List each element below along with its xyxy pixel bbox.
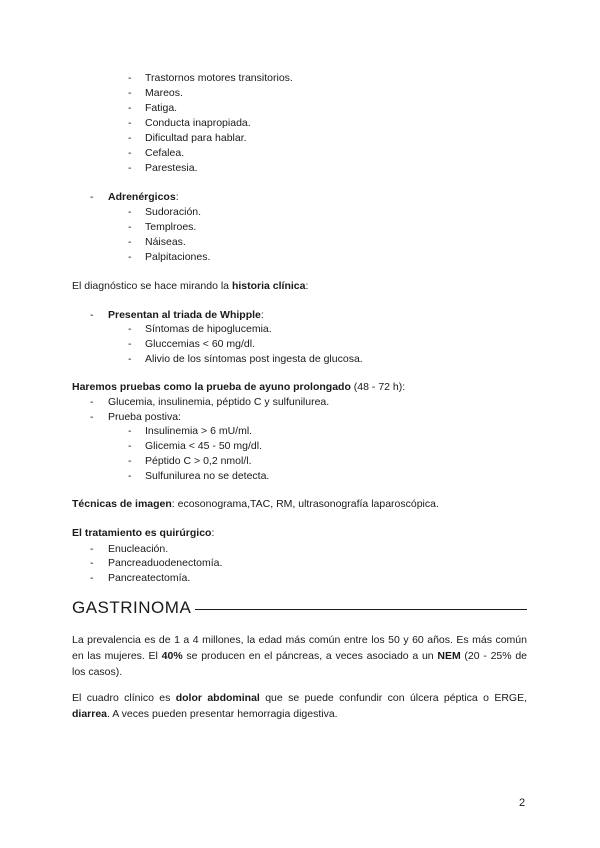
- bullet-dash: -: [128, 132, 132, 144]
- list-item: Cefalea.: [145, 147, 185, 159]
- list-item: Conducta inapropiada.: [145, 117, 251, 129]
- list-item: Gluccemias < 60 mg/dl.: [145, 338, 256, 350]
- list-item: Glicemia < 45 - 50 mg/dl.: [145, 440, 263, 452]
- list-item: Glucemia, insulinemia, péptido C y sulfunilurea.: [108, 396, 330, 408]
- section-heading-gastrinoma: [72, 598, 527, 618]
- list-item: Trastornos motores transitorios.: [145, 72, 293, 84]
- bullet-dash: -: [128, 353, 132, 365]
- bullet-dash: -: [128, 147, 132, 159]
- list-item: Insulinemia > 6 mU/ml.: [145, 425, 253, 437]
- bullet-dash: -: [128, 102, 132, 114]
- list-item: Sudoración.: [145, 206, 202, 218]
- list-item: Alivio de los síntomas post ingesta de glucosa.: [145, 353, 363, 365]
- bullet-dash: -: [90, 572, 94, 584]
- list-item: Pancreaduodenectomía.: [108, 557, 223, 569]
- bullet-dash: -: [90, 557, 94, 569]
- diagnosis-text: El diagnóstico se hace mirando la historia clínica:: [72, 280, 309, 292]
- bullet-dash: -: [90, 543, 94, 555]
- bullet-dash: -: [90, 396, 94, 408]
- bullet-dash: -: [128, 221, 132, 233]
- bullet-dash: -: [128, 206, 132, 218]
- bullet-dash: -: [128, 338, 132, 350]
- list-item: Enucleación.: [108, 543, 169, 555]
- list-item: Parestesia.: [145, 162, 198, 174]
- bullet-dash: -: [128, 323, 132, 335]
- bullet-dash: -: [128, 425, 132, 437]
- bullet-dash: -: [128, 470, 132, 482]
- bullet-dash: -: [128, 236, 132, 248]
- bullet-dash: -: [128, 87, 132, 99]
- list-item: Pancreatectomía.: [108, 572, 191, 584]
- imaging-text: Técnicas de imagen: ecosonograma,TAC, RM, ultrasonografía laparoscópica.: [72, 498, 439, 510]
- list-item: Fatiga.: [145, 102, 178, 114]
- whipple-heading: Presentan al triada de Whipple:: [108, 309, 264, 321]
- bullet-dash: -: [128, 162, 132, 174]
- list-item: Sulfunilurea no se detecta.: [145, 470, 270, 482]
- list-item: Péptido C > 0,2 nmol/l.: [145, 455, 252, 467]
- list-item: Templroes.: [145, 221, 197, 233]
- section-title: GASTRINOMA: [72, 598, 192, 617]
- paragraph: La prevalencia es de 1 a 4 millones, la edad más común entre los 50 y 60 años. Es más común en las mujeres. El 40% se producen en el páncreas, a veces asociado a un NEM (20 - 25% de los casos).: [72, 634, 527, 678]
- paragraph: El cuadro clínico es dolor abdominal que se puede confundir con úlcera péptica o ERGE, diarrea. A veces pueden presentar hemorragia digestiva.: [72, 692, 528, 720]
- list-item: Prueba postiva:: [108, 411, 181, 423]
- bullet-dash: -: [90, 309, 94, 321]
- bullet-dash: -: [90, 191, 94, 203]
- list-item: Palpitaciones.: [145, 251, 211, 263]
- page-number: 2: [519, 797, 526, 809]
- bullet-dash: -: [128, 251, 132, 263]
- bullet-dash: -: [128, 440, 132, 452]
- adrenergic-heading: Adrenérgicos:: [108, 191, 179, 203]
- list-item: Síntomas de hipoglucemia.: [145, 323, 272, 335]
- heading-rule: [195, 609, 527, 611]
- bullet-dash: -: [128, 455, 132, 467]
- tests-heading: Haremos pruebas como la prueba de ayuno prolongado (48 - 72 h):: [72, 381, 406, 393]
- treatment-heading: El tratamiento es quirúrgico:: [72, 527, 215, 539]
- list-item: Náiseas.: [145, 236, 186, 248]
- bullet-dash: -: [128, 117, 132, 129]
- bullet-dash: -: [90, 411, 94, 423]
- list-item: Mareos.: [145, 87, 183, 99]
- list-item: Dificultad para hablar.: [145, 132, 247, 144]
- bullet-dash: -: [128, 72, 132, 84]
